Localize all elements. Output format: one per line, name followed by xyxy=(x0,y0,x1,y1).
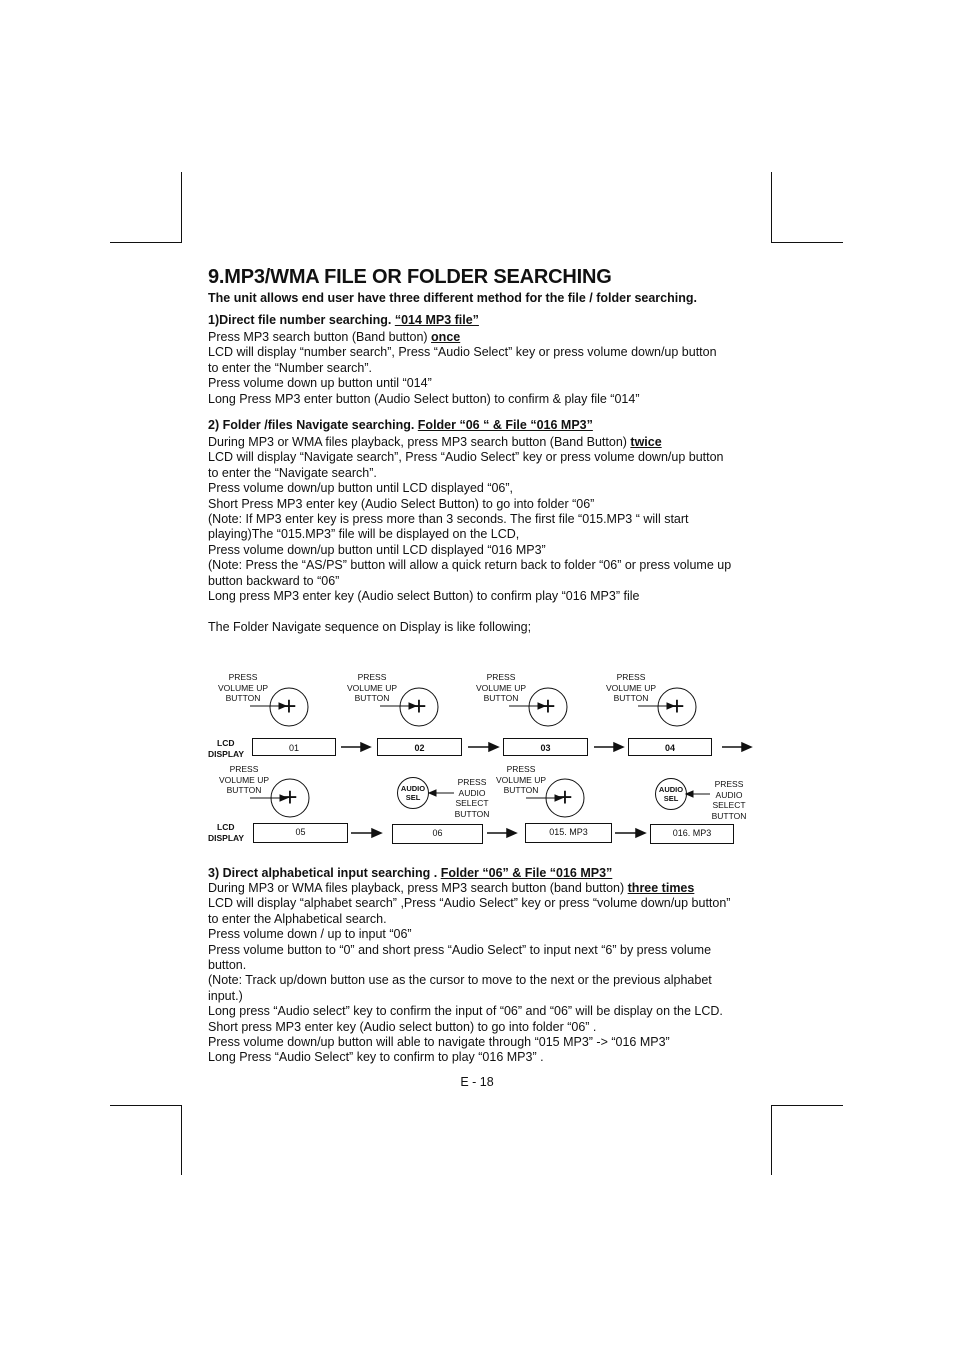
plus-icon: + xyxy=(557,782,573,812)
section2-line: Press volume down/up button until LCD displayed “016 MP3” xyxy=(208,542,546,557)
section2-line1-text: During MP3 or WMA files playback, press MP3 search button (Band Button) xyxy=(208,435,631,450)
lcd-box: 015. MP3 xyxy=(525,823,612,843)
section2-heading xyxy=(208,417,768,433)
page-title: 9.MP3/WMA FILE OR FOLDER SEARCHING xyxy=(208,266,612,288)
plus-icon: + xyxy=(411,691,427,721)
section2-line: button backward to “06” xyxy=(208,573,340,588)
press-volume-up-label xyxy=(342,672,402,704)
section1-line xyxy=(208,330,768,345)
lcd-box: 04 xyxy=(628,738,712,756)
label-line: SEL xyxy=(663,794,679,803)
label-line: DISPLAY xyxy=(208,748,245,759)
label-line: AUDIO xyxy=(715,789,743,800)
section3-line1-emph: three times xyxy=(627,881,695,895)
crop-mark xyxy=(181,1105,182,1175)
press-volume-up-label xyxy=(214,764,274,796)
label-line: BUTTON xyxy=(454,808,490,819)
label-line: BUTTON xyxy=(503,785,539,795)
label-line: PRESS xyxy=(229,764,259,774)
lcd-box: 016. MP3 xyxy=(650,824,734,844)
audio-sel-icon xyxy=(397,777,429,809)
section3-line: Long press “Audio select” key to confirm the input of “06” and “06” will be display on the LCD. xyxy=(208,1004,723,1019)
section3-line: Press volume down / up to input “06” xyxy=(208,927,412,942)
label-line: BUTTON xyxy=(225,693,261,703)
label-line: PRESS xyxy=(486,672,516,682)
sequence-intro: The Folder Navigate sequence on Display is like following; xyxy=(208,619,532,634)
section1-line1-emph: once xyxy=(431,330,461,344)
section2-line1-emph: twice xyxy=(630,435,662,450)
lcd-display-label xyxy=(208,822,244,843)
label-line: PRESS xyxy=(714,779,744,789)
label-line: LCD xyxy=(217,738,235,748)
section1-line: Long Press MP3 enter button (Audio Select button) to confirm & play file “014” xyxy=(208,391,640,406)
crop-mark xyxy=(771,172,772,242)
section2-line: LCD will display “Navigate search”, Press “Audio Select” key or press volume down/up button xyxy=(208,450,724,465)
crop-mark xyxy=(771,1105,843,1106)
page-content xyxy=(208,265,768,635)
crop-mark xyxy=(110,1105,182,1106)
label-line: VOLUME UP xyxy=(605,682,657,693)
section3-line1-text: During MP3 or WMA files playback, press MP3 search button (band button) xyxy=(208,881,628,895)
section3-line: (Note: Track up/down button use as the cursor to move to the next or the previous alphabet xyxy=(208,973,712,988)
section2-line: to enter the “Navigate search”. xyxy=(208,465,377,480)
press-volume-up-label xyxy=(491,764,551,796)
lcd-box: 03 xyxy=(503,738,588,756)
label-line: AUDIO xyxy=(400,784,426,793)
label-line: VOLUME UP xyxy=(495,774,547,785)
label-line: BUTTON xyxy=(613,693,649,703)
lcd-box: 02 xyxy=(377,738,462,756)
section1-heading-target: “014 MP3 file” xyxy=(394,313,479,327)
section2-line: (Note: Press the “AS/PS” button will allow a quick return back to folder “06” or press volume up xyxy=(208,558,732,573)
lcd-display-label xyxy=(208,738,244,759)
section1-heading xyxy=(208,312,768,328)
section3-line: input.) xyxy=(208,988,243,1003)
section3-line: Long Press “Audio Select” key to confirm to play “016 MP3” . xyxy=(208,1050,544,1065)
section3-line xyxy=(208,881,768,896)
crop-mark xyxy=(771,242,843,243)
label-line: VOLUME UP xyxy=(346,682,398,693)
label-line: PRESS xyxy=(357,672,387,682)
label-line: SELECT xyxy=(455,798,489,808)
section2-heading-target: Folder “06 “ & File “016 MP3” xyxy=(417,418,593,433)
press-volume-up-label xyxy=(213,672,273,704)
section3 xyxy=(208,865,768,1066)
label-line: AUDIO xyxy=(458,787,486,798)
label-line: VOLUME UP xyxy=(475,682,527,693)
label-line: SEL xyxy=(405,793,421,802)
section1-line: to enter the “Number search”. xyxy=(208,360,372,375)
lcd-box: 06 xyxy=(392,824,483,844)
page-number: E - 18 xyxy=(460,1075,494,1089)
label-line: DISPLAY xyxy=(208,832,245,843)
section2-line: Short Press MP3 enter key (Audio Select Button) to go into folder “06” xyxy=(208,496,595,511)
lcd-box: 05 xyxy=(253,823,348,843)
plus-icon: + xyxy=(281,691,297,721)
press-volume-up-label xyxy=(471,672,531,704)
section3-line: Short press MP3 enter key (Audio select button) to go into folder “06” . xyxy=(208,1019,597,1034)
section3-heading-text: 3) Direct alphabetical input searching . xyxy=(208,866,441,880)
section3-heading-target: Folder “06” & File “016 MP3” xyxy=(440,866,613,880)
label-line: PRESS xyxy=(228,672,258,682)
label-line: BUTTON xyxy=(354,693,390,703)
section3-line: LCD will display “alphabet search” ,Press “Audio Select” key or press “volume down/up button” xyxy=(208,896,731,911)
section2-line: playing)The “015.MP3” file will be displayed on the LCD, xyxy=(208,527,520,542)
section1-line: Press volume down up button until “014” xyxy=(208,376,432,391)
folder-navigate-diagram xyxy=(200,668,760,853)
section1-line1-text: Press MP3 search button (Band button) xyxy=(208,330,432,344)
label-line: VOLUME UP xyxy=(218,774,270,785)
section1-line: LCD will display “number search”, Press “Audio Select” key or press volume down/up button xyxy=(208,345,717,360)
audio-sel-icon xyxy=(655,778,687,810)
section2-line: (Note: If MP3 enter key is press more than 3 seconds. The first file “015.MP3 “ will start xyxy=(208,512,689,527)
label-line: BUTTON xyxy=(711,810,747,821)
label-line: BUTTON xyxy=(483,693,519,703)
intro-text: The unit allows end user have three different method for the file / folder searching. xyxy=(208,291,697,305)
press-volume-up-label xyxy=(601,672,661,704)
label-line: LCD xyxy=(217,822,235,832)
plus-icon: + xyxy=(282,782,298,812)
label-line: AUDIO xyxy=(658,785,684,794)
section2-line: Long press MP3 enter key (Audio select Button) to confirm play “016 MP3” file xyxy=(208,589,640,604)
label-line: BUTTON xyxy=(226,785,262,795)
section2-line xyxy=(208,435,768,450)
plus-icon: + xyxy=(669,691,685,721)
label-line: PRESS xyxy=(506,764,536,774)
section2-heading-text: 2) Folder /files Navigate searching. xyxy=(208,418,418,433)
section1-heading-text: 1)Direct file number searching. xyxy=(208,313,395,327)
label-line: SELECT xyxy=(712,800,746,810)
section3-line: to enter the Alphabetical search. xyxy=(208,911,387,926)
crop-mark xyxy=(110,242,182,243)
section3-line: Press volume button to “0” and short press “Audio Select” to input next “6” by press volume xyxy=(208,942,712,957)
label-line: VOLUME UP xyxy=(217,682,269,693)
lcd-box: 01 xyxy=(252,738,336,756)
crop-mark xyxy=(771,1105,772,1175)
section2-line: Press volume down/up button until LCD displayed “06”, xyxy=(208,481,514,496)
label-line: PRESS xyxy=(616,672,646,682)
section3-line: Press volume down/up button will able to navigate through “015 MP3” -> “016 MP3” xyxy=(208,1035,670,1050)
press-audio-select-label xyxy=(449,777,495,819)
section3-heading xyxy=(208,865,768,881)
crop-mark xyxy=(181,172,182,242)
press-audio-select-label xyxy=(706,779,752,821)
label-line: PRESS xyxy=(457,777,487,787)
plus-icon: + xyxy=(540,691,556,721)
section3-line: button. xyxy=(208,958,247,973)
pointer-arrows-row1 xyxy=(250,703,674,709)
